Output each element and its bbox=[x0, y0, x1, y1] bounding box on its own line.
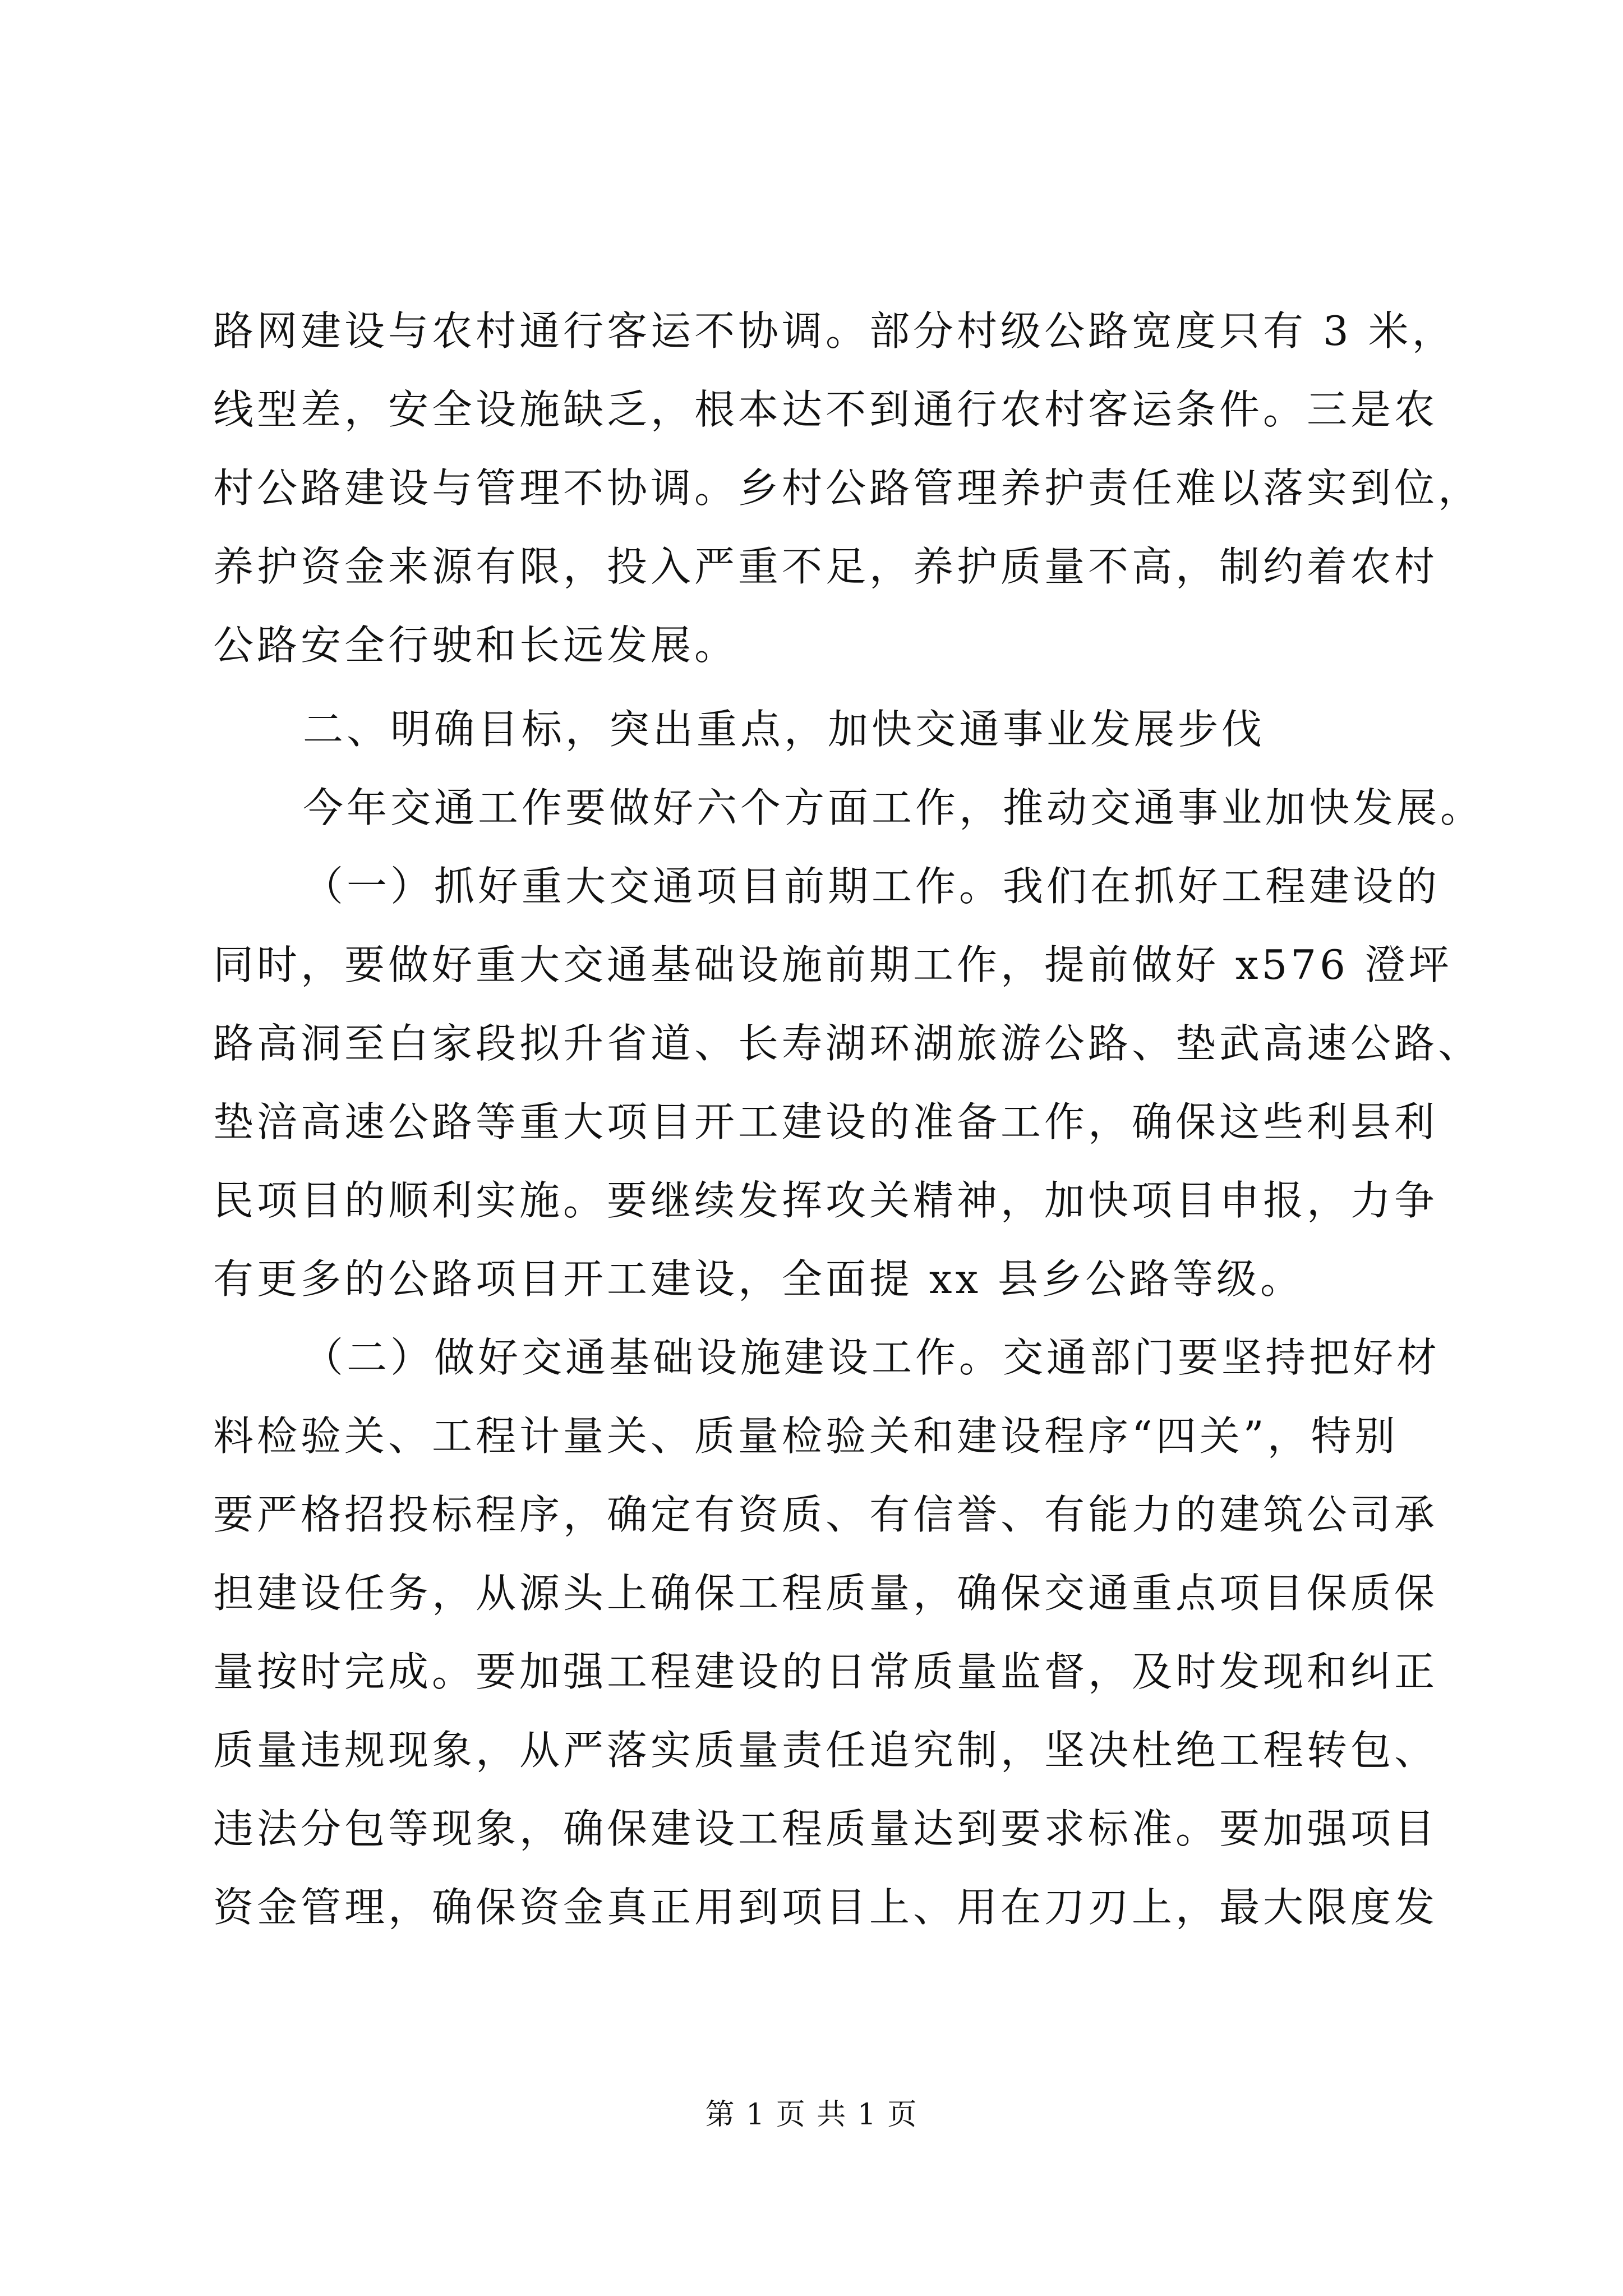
text-line: 量按时完成。要加强工程建设的日常质量监督，及时发现和纠正 bbox=[213, 1648, 1438, 1695]
section-heading: 二、明确目标，突出重点，加快交通事业发展步伐 bbox=[303, 706, 1266, 753]
text-line: 要严格招投标程序，确定有资质、有信誉、有能力的建筑公司承 bbox=[213, 1491, 1438, 1538]
subsection-heading-line: （一）抓好重大交通项目前期工作。我们在抓好工程建设的 bbox=[303, 863, 1441, 910]
page-number-footer: 第 1 页 共 1 页 bbox=[705, 2098, 918, 2132]
text-line: 同时，要做好重大交通基础设施前期工作，提前做好 x576 澄坪 bbox=[213, 941, 1453, 988]
text-line: 有更多的公路项目开工建设，全面提 xx 县乡公路等级。 bbox=[213, 1255, 1304, 1303]
text-line: 养护资金来源有限，投入严重不足，养护质量不高，制约着农村 bbox=[213, 543, 1438, 590]
document-body bbox=[213, 292, 1486, 1947]
text-line: 路高洞至白家段拟升省道、长寿湖环湖旅游公路、垫武高速公路、 bbox=[213, 1020, 1482, 1067]
text-line: 线型差，安全设施缺乏，根本达不到通行农村客运条件。三是农 bbox=[213, 386, 1438, 433]
text-line: 垫涪高速公路等重大项目开工建设的准备工作，确保这些利县利 bbox=[213, 1098, 1438, 1145]
text-line: 资金管理，确保资金真正用到项目上、用在刀刃上，最大限度发 bbox=[213, 1884, 1438, 1931]
text-line: 公路安全行驶和长远发展。 bbox=[213, 622, 739, 669]
text-line: 村公路建设与管理不协调。乡村公路管理养护责任难以落实到位， bbox=[213, 464, 1482, 512]
text-line: 今年交通工作要做好六个方面工作，推动交通事业加快发展。 bbox=[303, 784, 1484, 831]
subsection-heading-line: （二）做好交通基础设施建设工作。交通部门要坚持把好材 bbox=[303, 1334, 1441, 1381]
text-line: 路网建设与农村通行客运不协调。部分村级公路宽度只有 3 米， bbox=[213, 307, 1456, 355]
text-line: 民项目的顺利实施。要继续发挥攻关精神，加快项目申报，力争 bbox=[213, 1177, 1438, 1224]
text-line: 质量违规现象，从严落实质量责任追究制，坚决杜绝工程转包、 bbox=[213, 1727, 1438, 1774]
text-line: 担建设任务，从源头上确保工程质量，确保交通重点项目保质保 bbox=[213, 1570, 1438, 1617]
text-line: 违法分包等现象，确保建设工程质量达到要求标准。要加强项目 bbox=[213, 1805, 1438, 1852]
text-line: 料检验关、工程计量关、质量检验关和建设程序“四关”，特别 bbox=[213, 1412, 1399, 1460]
